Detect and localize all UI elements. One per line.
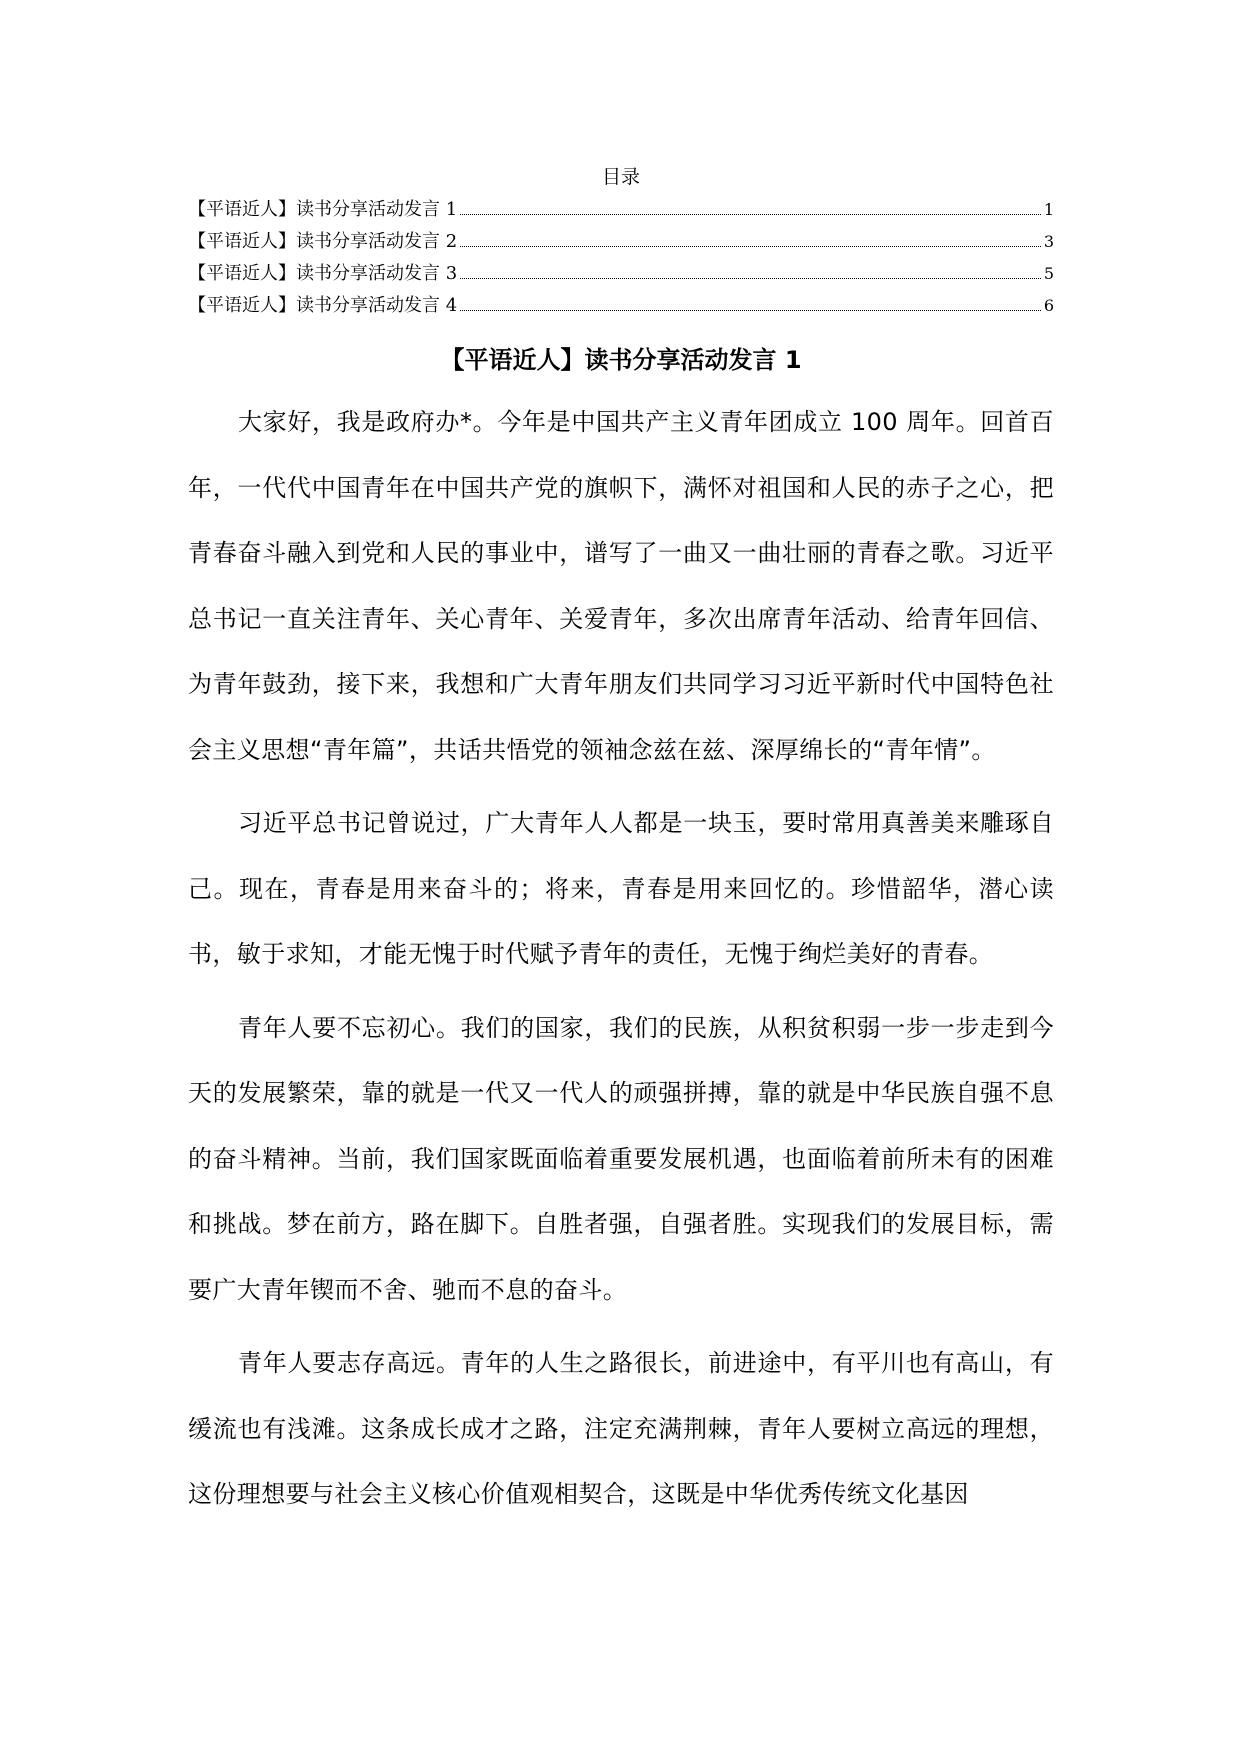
- toc-dot-leader: [460, 213, 1041, 215]
- paragraph: 青年人要不忘初心。我们的国家，我们的民族，从积贫积弱一步一步走到今天的发展繁荣，靠的就是一代又一代人的顽强拼搏，靠的就是中华民族自强不息的奋斗精神。当前，我们国家既面临着重要发展机遇，也面临着前所未有的困难和挑战。梦在前方，路在脚下。自胜者强，自强者胜。实现我们的发展目标，需要广大青年锲而不舍、驰而不息的奋斗。: [188, 1013, 1054, 1304]
- toc-dot-leader: [460, 245, 1041, 247]
- toc-entry-text: 【平语近人】读书分享活动发言 4: [188, 295, 458, 316]
- toc-entry-text: 【平语近人】读书分享活动发言 1: [188, 199, 458, 220]
- toc-entry[interactable]: [188, 194, 1054, 226]
- toc-dot-leader: [460, 309, 1041, 311]
- toc-title: 目录: [601, 166, 640, 188]
- article-body: [188, 390, 1054, 1536]
- section-heading: 【平语近人】读书分享活动发言 1: [440, 346, 802, 374]
- paragraph: 习近平总书记曾说过，广大青年人人都是一块玉，要时常用真善美来雕琢自己。现在，青春是用来奋斗的；将来，青春是用来回忆的。珍惜韶华，潜心读书，敏于求知，才能无愧于时代赋予青年的责任，无愧于绚烂美好的青春。: [188, 809, 1054, 968]
- paragraph: 大家好，我是政府办*。今年是中国共产主义青年团成立 100 周年。回首百年，一代代中国青年在中国共产党的旗帜下，满怀对祖国和人民的赤子之心，把青春奋斗融入到党和人民的事业中，谱写了一曲又一曲壮丽的青春之歌。习近平总书记一直关注青年、关心青年、关爱青年，多次出席青年活动、给青年回信、为青年鼓劲，接下来，我想和广大青年朋友们共同学习习近平新时代中国特色社会主义思想“青年篇”，共话共悟党的领袖念兹在兹、深厚绵长的“青年情”。: [188, 408, 1054, 764]
- toc-entry-page: 3: [1043, 232, 1054, 251]
- toc-entry-text: 【平语近人】读书分享活动发言 3: [188, 263, 458, 284]
- toc-entry-page: 1: [1043, 200, 1054, 219]
- toc-entry-page: 5: [1043, 264, 1054, 283]
- toc-dot-leader: [460, 277, 1041, 279]
- table-of-contents: [188, 162, 1054, 322]
- paragraph: 青年人要志存高远。青年的人生之路很长，前进途中，有平川也有高山，有缓流也有浅滩。这条成长成才之路，注定充满荆棘，青年人要树立高远的理想，这份理想要与社会主义核心价值观相契合，这既是中华优秀传统文化基因: [188, 1349, 1054, 1508]
- toc-entry-text: 【平语近人】读书分享活动发言 2: [188, 231, 458, 252]
- toc-entry[interactable]: [188, 226, 1054, 258]
- toc-entry[interactable]: [188, 258, 1054, 290]
- toc-entry[interactable]: [188, 290, 1054, 322]
- toc-entry-page: 6: [1043, 296, 1054, 315]
